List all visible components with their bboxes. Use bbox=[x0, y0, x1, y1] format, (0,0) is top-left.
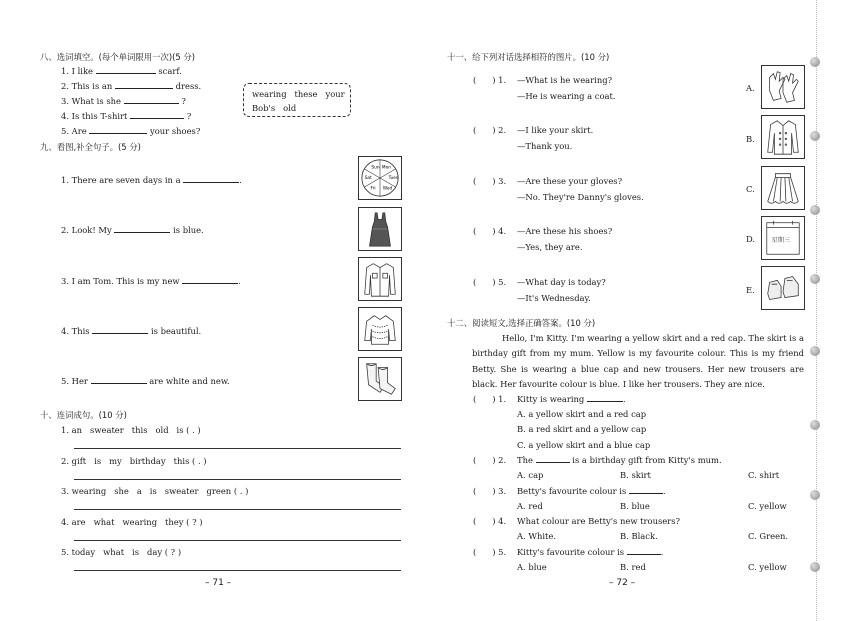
binding-edge bbox=[816, 0, 817, 621]
answer-blank[interactable] bbox=[96, 66, 156, 74]
sec10-item-5: 5. today what is day ( ? ) bbox=[61, 547, 182, 557]
wheel-label-tues: Tues bbox=[388, 175, 399, 181]
picture-letter-b: B. bbox=[746, 134, 755, 144]
sec9-item-2: 2. Look! My is blue. bbox=[61, 225, 204, 235]
sec8-item-5: 5. Are your shoes? bbox=[61, 126, 201, 136]
sec12-q5: Kitty's favourite colour is . bbox=[517, 547, 664, 557]
calendar-picture bbox=[761, 216, 805, 260]
word-bank-box bbox=[243, 83, 351, 117]
section-11-title: 十一、给下列对话选择相符的图片。(10 分) bbox=[447, 52, 610, 62]
sec9-item-3: 3. I am Tom. This is my new . bbox=[61, 276, 241, 286]
section-10-title: 十、连词成句。(10 分) bbox=[40, 410, 127, 420]
picture-letter-e: E. bbox=[746, 285, 755, 295]
sec12-q4-option-b[interactable]: B. Black. bbox=[620, 531, 658, 541]
sec12-q4: What colour are Betty's new trousers? bbox=[517, 516, 681, 526]
binding-hole bbox=[810, 205, 820, 215]
sec12-q3-option-c[interactable]: C. yellow bbox=[748, 501, 787, 511]
reading-passage: Hello, I'm Kitty. I'm wearing a yellow skirt and a red cap. The skirt is a birthday gift from my mum. Yellow is my favourite colour. This is my friend Betty. She is wearing a blue cap and new trousers. Her new trousers are black. Her favourite colour is blue. I like her trousers. They are nice. bbox=[472, 333, 804, 389]
sec10-item-3: 3. wearing she a is sweater green ( . ) bbox=[61, 486, 249, 496]
socks-picture bbox=[358, 357, 402, 401]
picture-letter-c: C. bbox=[746, 184, 755, 194]
week-wheel-picture bbox=[358, 156, 402, 200]
coat-picture bbox=[761, 115, 805, 159]
answer-blank[interactable] bbox=[124, 96, 179, 104]
sec12-q4-option-c[interactable]: C. Green. bbox=[748, 531, 789, 541]
sec8-item-2: 2. This is an dress. bbox=[61, 81, 202, 91]
sec12-q4-num: ( ) 4. bbox=[473, 516, 507, 526]
skirt-picture bbox=[761, 166, 805, 210]
word-bank-line-1: wearing these your bbox=[252, 89, 345, 99]
wheel-label-wed: Wed bbox=[382, 186, 393, 192]
sec12-q5-option-a[interactable]: A. blue bbox=[517, 562, 547, 572]
page-number-right: – 72 – bbox=[609, 578, 636, 588]
answer-blank[interactable] bbox=[114, 225, 170, 233]
wheel-label-mon: Mon bbox=[381, 165, 391, 171]
sec11-item-1-num: ( ) 1. bbox=[473, 75, 507, 85]
sec11-item-2-question: —I like your skirt. bbox=[517, 125, 594, 135]
answer-blank[interactable] bbox=[91, 376, 147, 384]
sec12-q2-option-c[interactable]: C. shirt bbox=[748, 470, 780, 480]
sec11-item-4-question: —Are these his shoes? bbox=[517, 226, 613, 236]
answer-line[interactable] bbox=[74, 570, 401, 571]
answer-blank[interactable] bbox=[587, 394, 623, 402]
sec11-item-5-answer: —It's Wednesday. bbox=[517, 293, 591, 303]
wheel-label-sun: Sun bbox=[371, 165, 380, 171]
page-number-left: – 71 – bbox=[205, 578, 232, 588]
sec10-item-4: 4. are what wearing they ( ? ) bbox=[61, 517, 203, 527]
sec12-q3-option-b[interactable]: B. blue bbox=[620, 501, 650, 511]
sec8-item-1: 1. I like scarf. bbox=[61, 66, 182, 76]
binding-hole bbox=[810, 131, 820, 141]
picture-letter-d: D. bbox=[746, 234, 756, 244]
sec9-item-1: 1. There are seven days in a . bbox=[61, 175, 242, 185]
gloves-picture bbox=[761, 65, 805, 109]
sec12-q3-option-a[interactable]: A. red bbox=[517, 501, 543, 511]
sec11-item-5-question: —What day is today? bbox=[517, 277, 606, 287]
answer-blank[interactable] bbox=[182, 276, 238, 284]
sec12-q2: The is a birthday gift from Kitty's mum. bbox=[517, 455, 722, 465]
binding-hole bbox=[810, 274, 820, 284]
wheel-label-fri: Fri bbox=[370, 186, 376, 192]
sec12-q5-option-b[interactable]: B. red bbox=[620, 562, 646, 572]
answer-blank[interactable] bbox=[130, 111, 184, 119]
sec12-q5-option-c[interactable]: C. yellow bbox=[748, 562, 787, 572]
sec11-item-2-num: ( ) 2. bbox=[473, 125, 507, 135]
sec12-q3: Betty's favourite colour is . bbox=[517, 486, 666, 496]
sec12-q1: Kitty is wearing . bbox=[517, 394, 626, 404]
answer-line[interactable] bbox=[74, 448, 401, 449]
answer-line[interactable] bbox=[74, 479, 401, 480]
sec11-item-1-question: —What is he wearing? bbox=[517, 75, 613, 85]
binding-hole bbox=[810, 420, 820, 430]
answer-blank[interactable] bbox=[115, 81, 173, 89]
answer-blank[interactable] bbox=[89, 126, 147, 134]
sec11-item-3-answer: —No. They're Danny's gloves. bbox=[517, 192, 644, 202]
answer-blank[interactable] bbox=[183, 175, 239, 183]
sec11-item-3-num: ( ) 3. bbox=[473, 176, 507, 186]
calendar-text: 星期三 bbox=[771, 236, 791, 244]
sec12-q2-option-b[interactable]: B. skirt bbox=[620, 470, 651, 480]
dress-picture bbox=[358, 207, 402, 251]
sec12-q2-num: ( ) 2. bbox=[473, 455, 507, 465]
sec11-item-2-answer: —Thank you. bbox=[517, 141, 573, 151]
sec11-item-4-answer: —Yes, they are. bbox=[517, 242, 583, 252]
sec12-q1-option-a[interactable]: A. a yellow skirt and a red cap bbox=[517, 409, 647, 419]
binding-hole bbox=[810, 346, 820, 356]
section-9-title: 九、看图,补全句子。(5 分) bbox=[40, 142, 141, 152]
word-bank-line-2: Bob's old bbox=[252, 103, 297, 113]
sec12-q1-option-c[interactable]: C. a yellow skirt and a blue cap bbox=[517, 440, 651, 450]
sweater-picture bbox=[358, 307, 402, 351]
binding-hole bbox=[810, 57, 820, 67]
picture-letter-a: A. bbox=[746, 83, 755, 93]
sec11-item-3-question: —Are these your gloves? bbox=[517, 176, 623, 186]
answer-blank[interactable] bbox=[627, 547, 661, 555]
sec11-item-4-num: ( ) 4. bbox=[473, 226, 507, 236]
answer-blank[interactable] bbox=[536, 455, 570, 463]
wheel-label-sat: Sat bbox=[364, 175, 372, 181]
answer-line[interactable] bbox=[74, 509, 401, 510]
sec12-q2-option-a[interactable]: A. cap bbox=[517, 470, 544, 480]
sec12-q3-num: ( ) 3. bbox=[473, 486, 507, 496]
section-12-title: 十二、阅读短文,选择正确答案。(10 分) bbox=[447, 318, 596, 328]
sec11-item-1-answer: —He is wearing a coat. bbox=[517, 91, 616, 101]
sec10-item-1: 1. an sweater this old is ( . ) bbox=[61, 425, 201, 435]
answer-blank[interactable] bbox=[92, 326, 148, 334]
sec12-q5-num: ( ) 5. bbox=[473, 547, 507, 557]
answer-blank[interactable] bbox=[629, 486, 663, 494]
sec9-item-4: 4. This is beautiful. bbox=[61, 326, 202, 336]
sec8-item-3: 3. What is she ? bbox=[61, 96, 186, 106]
sec12-q1-option-b[interactable]: B. a red skirt and a yellow cap bbox=[517, 424, 647, 434]
shoes-picture bbox=[761, 266, 805, 310]
answer-line[interactable] bbox=[74, 540, 401, 541]
binding-hole bbox=[810, 562, 820, 572]
binding-hole bbox=[810, 490, 820, 500]
sec11-item-5-num: ( ) 5. bbox=[473, 277, 507, 287]
shirt-picture bbox=[358, 257, 402, 301]
section-8-title: 八、选词填空。(每个单词限用一次)(5 分) bbox=[40, 52, 196, 62]
sec12-q4-option-a[interactable]: A. White. bbox=[517, 531, 557, 541]
sec12-q1-num: ( ) 1. bbox=[473, 394, 507, 404]
sec8-item-4: 4. Is this T-shirt ? bbox=[61, 111, 192, 121]
sec9-item-5: 5. Her are white and new. bbox=[61, 376, 230, 386]
sec10-item-2: 2. gift is my birthday this ( . ) bbox=[61, 456, 207, 466]
